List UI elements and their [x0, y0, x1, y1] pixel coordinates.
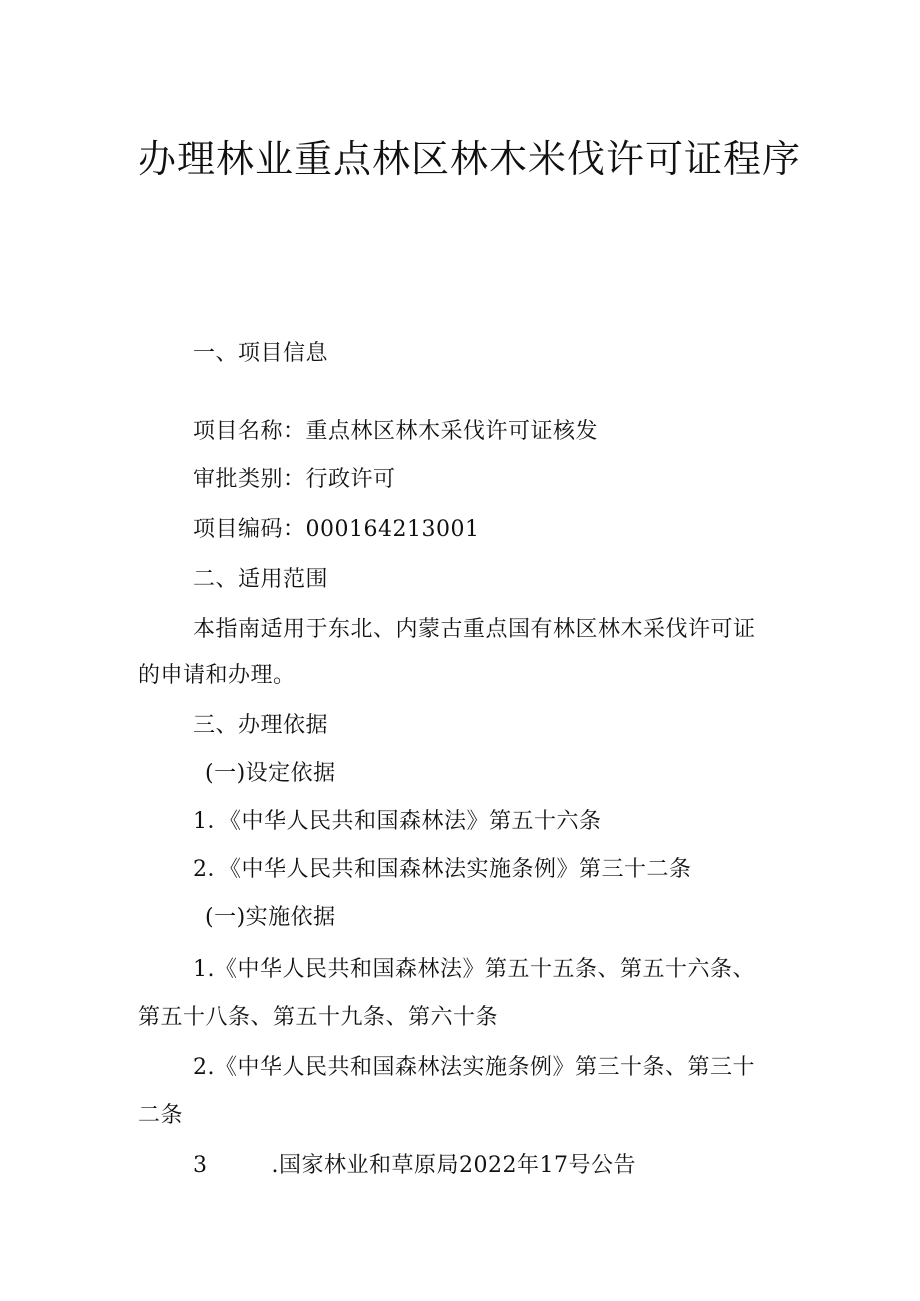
implementation-basis-item-3	[193, 1152, 636, 1180]
approval-type-line: 审批类别：行政许可	[193, 467, 396, 492]
subheading-implementation-basis: (一)实施依据	[205, 905, 336, 930]
project-name-line: 项目名称：重点林区林木采伐许可证核发	[193, 419, 599, 444]
section-heading-basis: 三、办理依据	[193, 713, 329, 738]
section-heading-scope: 二、适用范围	[193, 567, 329, 592]
implementation-basis-item-1-line-1: 1.《中华人民共和国森林法》第五十五条、第五十六条、	[193, 957, 755, 982]
section-heading-project-info: 一、项目信息	[193, 341, 329, 366]
implementation-basis-item-3-number: 3	[193, 1153, 208, 1178]
subheading-establishment-basis: (一)设定依据	[205, 761, 336, 786]
establishment-basis-item-1: 1．《中华人民共和国森林法》第五十六条	[193, 809, 602, 834]
implementation-basis-item-1-line-2: 第五十八条、第五十九条、第六十条	[138, 1005, 499, 1030]
implementation-basis-item-2-line-1: 2.《中华人民共和国森林法实施条例》第三十条、第三十	[193, 1055, 755, 1080]
scope-paragraph-line-1: 本指南适用于东北、内蒙古重点国有林区林木采伐许可证	[193, 617, 756, 642]
document-title: 办理林业重点林区林木米伐许可证程序	[138, 137, 802, 181]
establishment-basis-item-2: 2．《中华人民共和国森林法实施条例》第三十二条	[193, 857, 692, 882]
scope-paragraph-line-2: 的申请和办理。	[138, 663, 296, 688]
implementation-basis-item-3-text: .国家林业和草原局2022年17号公告	[271, 1153, 636, 1178]
implementation-basis-item-2-line-2: 二条	[138, 1103, 184, 1128]
project-code-line: 项目编码：000164213001	[193, 517, 480, 542]
